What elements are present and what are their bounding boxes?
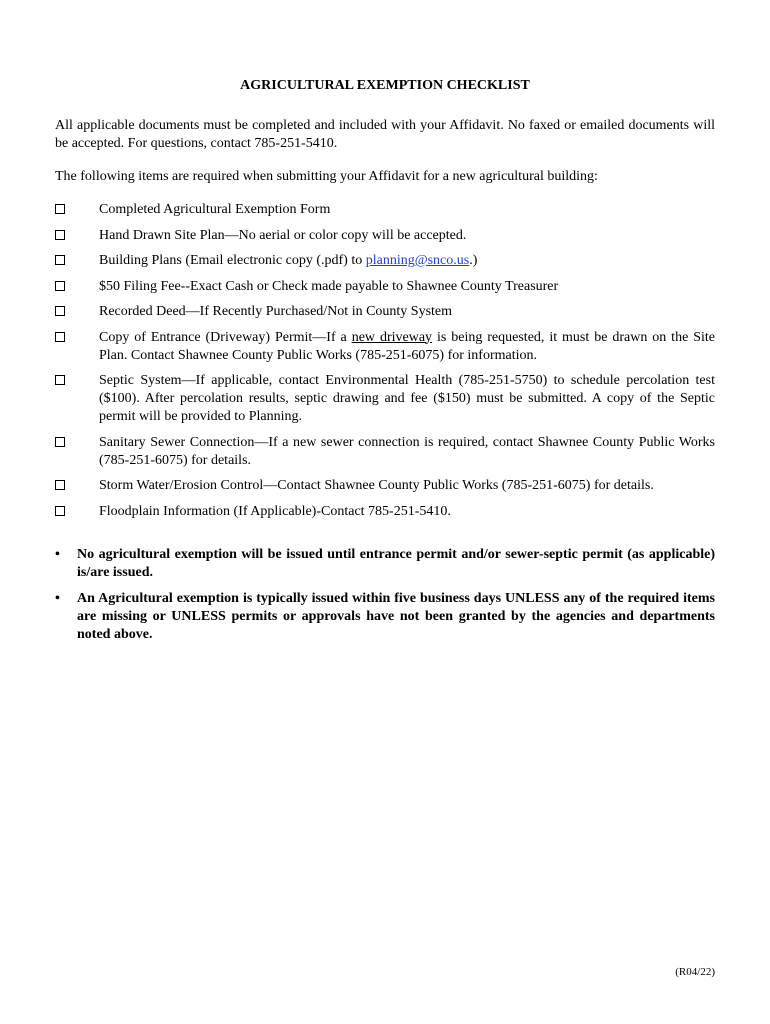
checkbox-icon[interactable] (55, 255, 65, 265)
checkbox-icon[interactable] (55, 480, 65, 490)
checkbox-icon[interactable] (55, 437, 65, 447)
checklist-item-text: Floodplain Information (If Applicable)-Contact 785-251-5410. (99, 503, 451, 519)
checkbox-icon[interactable] (55, 230, 65, 240)
checklist-item-storm-water (55, 477, 715, 495)
checklist-item-text: Copy of Entrance (Driveway) Permit—If a (99, 329, 352, 345)
intro-paragraph: All applicable documents must be completed and included with your Affidavit. No faxed or emailed documents will be accepted. For questions, contact 785-251-5410. (55, 118, 715, 151)
requirements-checklist (55, 201, 715, 528)
lead-paragraph: The following items are required when submitting your Affidavit for a new agricultural building: (55, 169, 598, 184)
checklist-item-text: Septic System—If applicable, contact Environmental Health (785-251-5750) to schedule percolation test ($100). After percolation results, septic drawing and fee ($150) must be submitted. A copy of the Septic permit will be provided to Planning. (99, 373, 715, 424)
checklist-item-text: Building Plans (Email electronic copy (.pdf) to (99, 253, 366, 268)
checklist-item-text: Hand Drawn Site Plan—No aerial or color copy will be accepted. (99, 227, 467, 243)
note-text: An Agricultural exemption is typically issued within five business days UNLESS any of the required items are missing or UNLESS permits or approvals have not been granted by the agencies and departments noted above. (77, 591, 715, 642)
checklist-item-text: Storm Water/Erosion Control—Contact Shawnee County Public Works (785-251-6075) for details. (99, 478, 654, 493)
checkbox-icon[interactable] (55, 506, 65, 516)
new-driveway-text: new driveway (351, 329, 433, 345)
checklist-item-building-plans (55, 252, 715, 270)
checklist-item-site-plan (55, 227, 715, 245)
checklist-item-text: Recorded Deed—If Recently Purchased/Not in County System (99, 304, 453, 319)
note-issue-time (55, 590, 715, 644)
checklist-item-filing-fee (55, 278, 715, 296)
checklist-item-floodplain (55, 503, 715, 521)
note-entrance-permit (55, 546, 715, 582)
checkbox-icon[interactable] (55, 332, 65, 342)
checklist-item-entrance-permit (55, 329, 715, 365)
checkbox-icon[interactable] (55, 306, 65, 316)
checklist-item-recorded-deed (55, 303, 715, 321)
checklist-item-text-end: .) (469, 253, 478, 268)
checkbox-icon[interactable] (55, 281, 65, 291)
revision-code: (R04/22) (675, 966, 715, 978)
checklist-item-text: Sanitary Sewer Connection—If a new sewer connection is required, contact Shawnee County Public Works (785-251-6075) for details. (99, 434, 715, 468)
important-notes (55, 546, 715, 652)
note-text: No agricultural exemption will be issued until entrance permit and/or sewer-septic permit (as applicable) is/are issued. (77, 547, 715, 580)
checklist-item-exemption-form (55, 201, 715, 219)
checkbox-icon[interactable] (55, 204, 65, 214)
bullet-icon: • (55, 591, 60, 606)
checklist-item-sanitary-sewer (55, 434, 715, 470)
page-title: AGRICULTURAL EXEMPTION CHECKLIST (240, 78, 530, 93)
checklist-item-text: $50 Filing Fee--Exact Cash or Check made payable to Shawnee County Treasurer (99, 278, 559, 294)
checkbox-icon[interactable] (55, 375, 65, 385)
checklist-item-text-end: is being requested, it must be drawn on the Site Plan. Contact Shawnee County Public Works (785-251-6075) for information. (99, 329, 715, 363)
checklist-item-septic-system (55, 372, 715, 426)
checklist-item-text: Completed Agricultural Exemption Form (99, 202, 331, 217)
document-page (55, 0, 715, 1024)
planning-email-link[interactable]: planning@snco.us (365, 253, 470, 268)
bullet-icon: • (55, 547, 60, 562)
